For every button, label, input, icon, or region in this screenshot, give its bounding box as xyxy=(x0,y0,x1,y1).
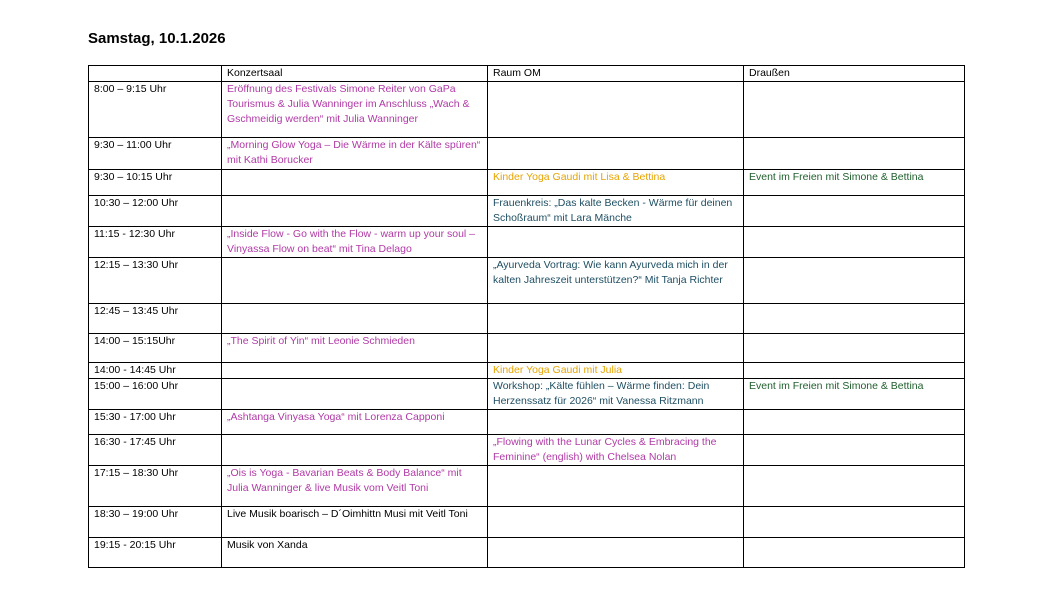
raum-om-cell xyxy=(488,227,744,258)
time-cell: 14:00 - 14:45 Uhr xyxy=(89,363,222,379)
table-row xyxy=(89,334,965,363)
draussen-cell: Event im Freien mit Simone & Bettina xyxy=(744,170,965,196)
draussen-cell xyxy=(744,82,965,138)
table-row xyxy=(89,304,965,334)
time-cell: 12:15 – 13:30 Uhr xyxy=(89,258,222,304)
draussen-cell xyxy=(744,507,965,538)
time-cell: 18:30 – 19:00 Uhr xyxy=(89,507,222,538)
time-cell: 9:30 – 11:00 Uhr xyxy=(89,138,222,170)
raum-om-cell xyxy=(488,507,744,538)
konzertsaal-cell: Eröffnung des Festivals Simone Reiter von GaPa Tourismus & Julia Wanninger im Anschluss „Wach & Gschmeidig werden“ mit Julia Wanninger xyxy=(222,82,488,138)
konzertsaal-cell: „Inside Flow - Go with the Flow - warm up your soul – Vinyassa Flow on beat“ mit Tina Delago xyxy=(222,227,488,258)
table-row xyxy=(89,379,965,410)
table-row xyxy=(89,82,965,138)
table-header-row xyxy=(89,66,965,82)
table-row xyxy=(89,363,965,379)
schedule-table xyxy=(88,65,965,568)
konzertsaal-cell: „The Spirit of Yin“ mit Leonie Schmieden xyxy=(222,334,488,363)
table-row xyxy=(89,410,965,435)
time-cell: 16:30 - 17:45 Uhr xyxy=(89,435,222,466)
header-draussen: Draußen xyxy=(744,66,965,82)
draussen-cell xyxy=(744,363,965,379)
raum-om-cell xyxy=(488,466,744,507)
raum-om-cell xyxy=(488,82,744,138)
time-cell: 10:30 – 12:00 Uhr xyxy=(89,196,222,227)
draussen-cell xyxy=(744,138,965,170)
time-cell: 8:00 – 9:15 Uhr xyxy=(89,82,222,138)
raum-om-cell xyxy=(488,304,744,334)
table-row xyxy=(89,538,965,568)
raum-om-cell: „Ayurveda Vortrag: Wie kann Ayurveda mich in der kalten Jahreszeit unterstützen?“ Mit Tanja Richter xyxy=(488,258,744,304)
draussen-cell xyxy=(744,410,965,435)
konzertsaal-cell xyxy=(222,258,488,304)
table-row xyxy=(89,138,965,170)
table-row xyxy=(89,196,965,227)
time-cell: 15:00 – 16:00 Uhr xyxy=(89,379,222,410)
konzertsaal-cell: „Ois is Yoga - Bavarian Beats & Body Balance“ mit Julia Wanninger & live Musik vom Veitl Toni xyxy=(222,466,488,507)
konzertsaal-cell xyxy=(222,435,488,466)
konzertsaal-cell: „Morning Glow Yoga – Die Wärme in der Kälte spüren“ mit Kathi Borucker xyxy=(222,138,488,170)
raum-om-cell: Kinder Yoga Gaudi mit Julia xyxy=(488,363,744,379)
time-cell: 19:15 - 20:15 Uhr xyxy=(89,538,222,568)
draussen-cell xyxy=(744,304,965,334)
konzertsaal-cell: „Ashtanga Vinyasa Yoga“ mit Lorenza Capponi xyxy=(222,410,488,435)
konzertsaal-cell xyxy=(222,170,488,196)
table-row xyxy=(89,507,965,538)
konzertsaal-cell xyxy=(222,304,488,334)
time-cell: 17:15 – 18:30 Uhr xyxy=(89,466,222,507)
time-cell: 14:00 – 15:15Uhr xyxy=(89,334,222,363)
konzertsaal-cell: Live Musik boarisch – D´Oimhittn Musi mit Veitl Toni xyxy=(222,507,488,538)
raum-om-cell xyxy=(488,138,744,170)
draussen-cell xyxy=(744,538,965,568)
draussen-cell: Event im Freien mit Simone & Bettina xyxy=(744,379,965,410)
header-time xyxy=(89,66,222,82)
draussen-cell xyxy=(744,196,965,227)
time-cell: 15:30 - 17:00 Uhr xyxy=(89,410,222,435)
raum-om-cell: Kinder Yoga Gaudi mit Lisa & Bettina xyxy=(488,170,744,196)
draussen-cell xyxy=(744,334,965,363)
konzertsaal-cell xyxy=(222,363,488,379)
konzertsaal-cell: Musik von Xanda xyxy=(222,538,488,568)
table-row xyxy=(89,435,965,466)
table-row xyxy=(89,170,965,196)
page-title: Samstag, 10.1.2026 xyxy=(88,30,226,47)
raum-om-cell: Workshop: „Kälte fühlen – Wärme finden: Dein Herzenssatz für 2026“ mit Vanessa Ritzmann xyxy=(488,379,744,410)
table-row xyxy=(89,258,965,304)
raum-om-cell xyxy=(488,410,744,435)
draussen-cell xyxy=(744,466,965,507)
raum-om-cell: „Flowing with the Lunar Cycles & Embracing the Feminine“ (english) with Chelsea Nolan xyxy=(488,435,744,466)
table-row xyxy=(89,466,965,507)
draussen-cell xyxy=(744,227,965,258)
table-row xyxy=(89,227,965,258)
raum-om-cell xyxy=(488,538,744,568)
time-cell: 9:30 – 10:15 Uhr xyxy=(89,170,222,196)
time-cell: 11:15 - 12:30 Uhr xyxy=(89,227,222,258)
draussen-cell xyxy=(744,258,965,304)
time-cell: 12:45 – 13:45 Uhr xyxy=(89,304,222,334)
konzertsaal-cell xyxy=(222,196,488,227)
header-raum-om: Raum OM xyxy=(488,66,744,82)
header-konzertsaal: Konzertsaal xyxy=(222,66,488,82)
konzertsaal-cell xyxy=(222,379,488,410)
raum-om-cell: Frauenkreis: „Das kalte Becken - Wärme für deinen Schoßraum“ mit Lara Mänche xyxy=(488,196,744,227)
draussen-cell xyxy=(744,435,965,466)
raum-om-cell xyxy=(488,334,744,363)
